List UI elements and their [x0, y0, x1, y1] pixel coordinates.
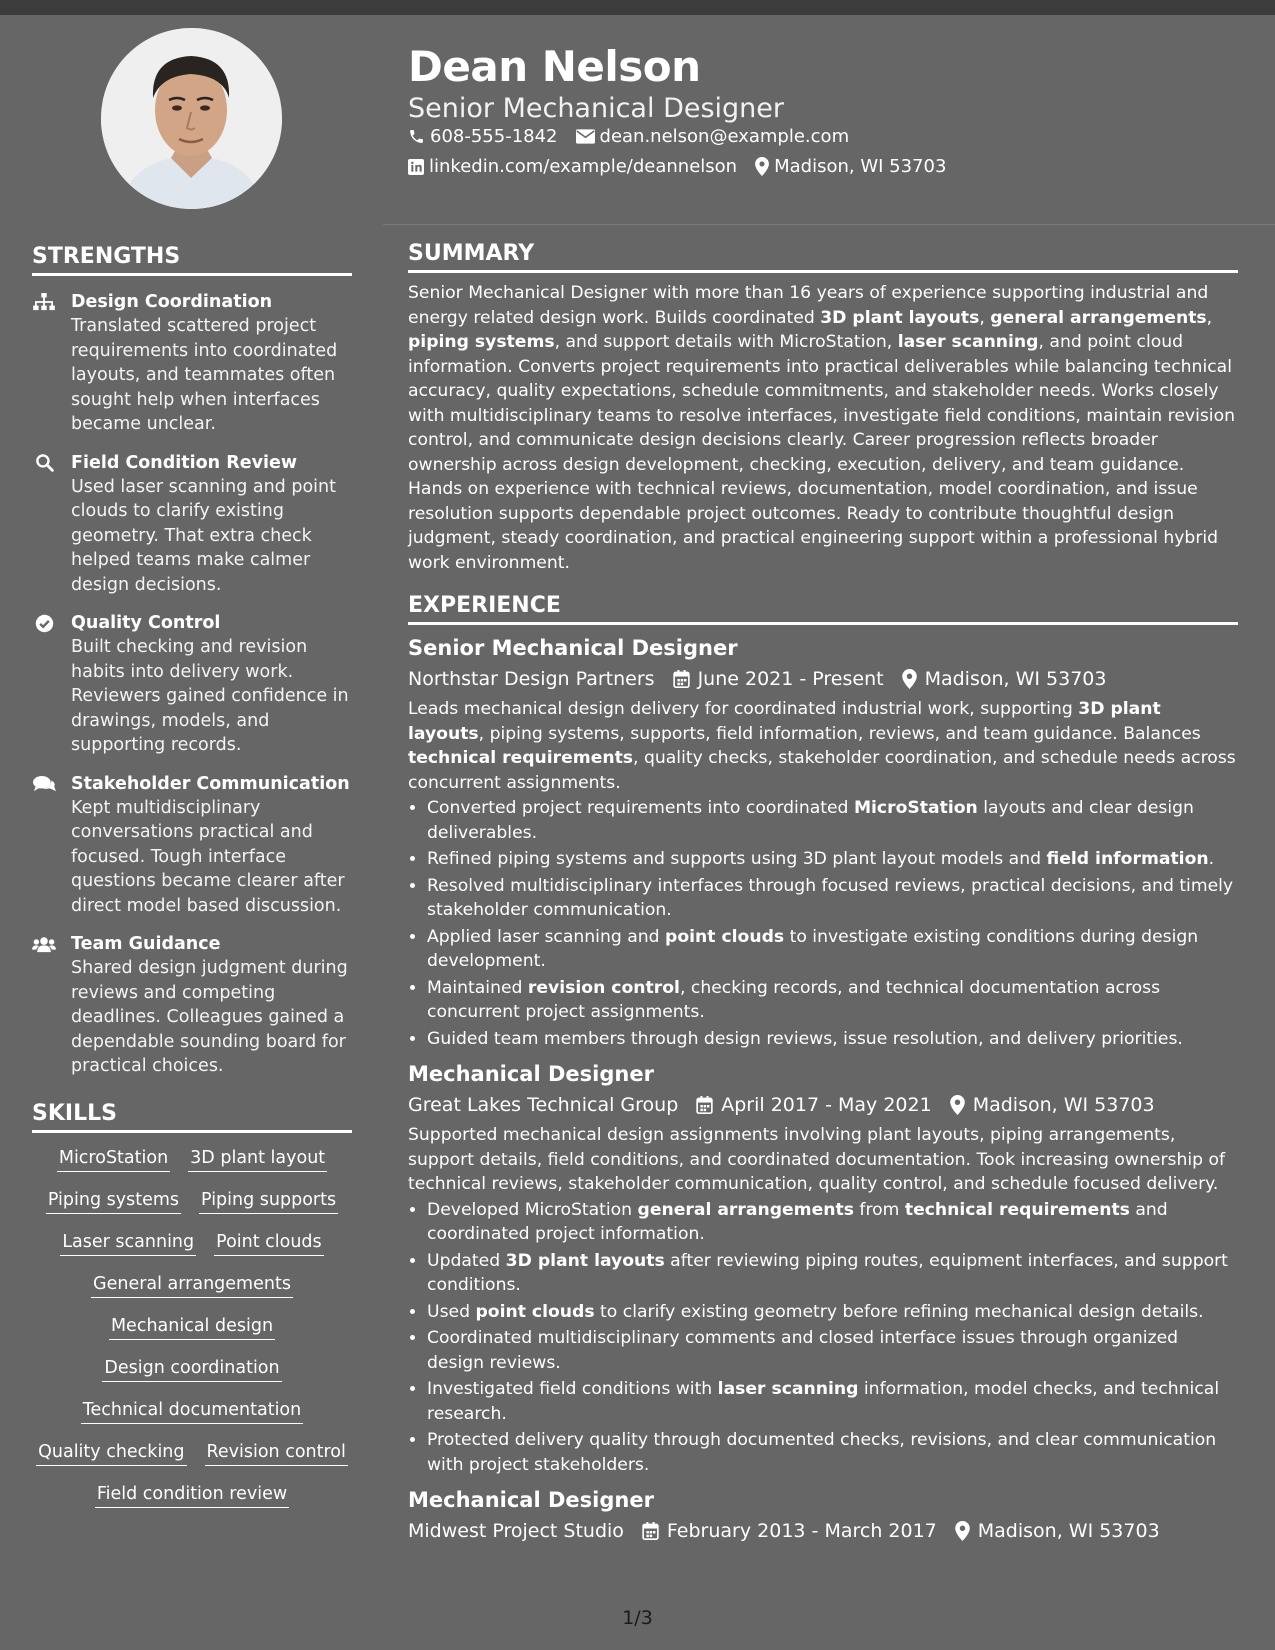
bold-keyword: piping systems — [408, 332, 555, 352]
job-title: Mechanical Designer — [408, 1488, 654, 1512]
users-icon — [32, 934, 56, 954]
job-location: Madison, WI 53703 — [972, 1094, 1155, 1116]
job-title: Mechanical Designer — [408, 1062, 654, 1086]
comments-icon — [32, 774, 56, 794]
job-bullet: • Investigated field conditions with laser scanning information, model checks, and technical research. — [427, 1377, 1238, 1426]
skill-tag: Laser scanning — [60, 1231, 196, 1256]
job-entry — [408, 1059, 1238, 1477]
bold-keyword: 3D plant layouts — [408, 699, 1161, 744]
strength-item — [32, 772, 352, 919]
strengths-heading: STRENGTHS — [32, 244, 352, 276]
bold-keyword: 3D plant layouts — [820, 307, 980, 328]
job-bullet: • Updated 3D plant layouts after reviewing piping routes, equipment interfaces, and support conditions. — [427, 1249, 1238, 1298]
job-entry — [408, 1485, 1238, 1547]
strength-desc: Shared design judgment during reviews and competing deadlines. Colleagues gained a dependable sounding board for practical choices. — [71, 958, 348, 1076]
map-marker-icon — [902, 669, 917, 689]
calendar-icon — [642, 1522, 659, 1540]
job-meta — [408, 663, 1238, 695]
map-marker-icon — [950, 1095, 965, 1115]
linkedin-icon — [408, 159, 424, 175]
skill-tag: Technical documentation — [81, 1399, 303, 1424]
location-contact — [755, 156, 946, 177]
job-bullet: • Converted project requirements into coordinated MicroStation layouts and clear design deliverables. — [427, 796, 1238, 845]
job-entry — [408, 633, 1238, 1051]
phone-icon — [408, 128, 425, 145]
envelope-icon — [576, 129, 595, 144]
map-marker-icon — [955, 1521, 970, 1541]
job-bullet: • Applied laser scanning and point clouds to investigate existing conditions during design development. — [427, 925, 1238, 974]
job-company: Midwest Project Studio — [408, 1520, 624, 1542]
linkedin-contact[interactable] — [408, 156, 737, 177]
job-dates: April 2017 - May 2021 — [721, 1094, 932, 1116]
bold-keyword: technical requirements — [904, 1199, 1130, 1220]
experience-heading: EXPERIENCE — [408, 593, 1238, 625]
job-bullets — [408, 796, 1238, 1051]
strength-desc: Built checking and revision habits into delivery work. Reviewers gained confidence in drawings, models, and supporting records. — [71, 637, 349, 755]
sitemap-icon — [32, 292, 56, 312]
job-bullet: • Protected delivery quality through documented checks, revisions, and clear communication with project stakeholders. — [427, 1428, 1238, 1477]
bold-keyword: 3D plant layouts — [505, 1250, 665, 1271]
bold-keyword: general arrangements — [990, 307, 1207, 328]
header-divider — [383, 224, 1275, 225]
resume-page — [0, 15, 1275, 1650]
strength-name: Quality Control — [71, 613, 221, 633]
strength-item — [32, 451, 352, 598]
strength-item — [32, 932, 352, 1079]
job-company: Great Lakes Technical Group — [408, 1094, 679, 1116]
job-dates: February 2013 - March 2017 — [666, 1520, 937, 1542]
email-text: dean.nelson@example.com — [599, 126, 850, 147]
skill-tag: Piping supports — [199, 1189, 338, 1214]
calendar-icon — [673, 670, 690, 688]
strength-name: Stakeholder Communication — [71, 773, 350, 794]
skill-tag: 3D plant layout — [188, 1147, 327, 1172]
contact-row-2 — [408, 156, 964, 177]
map-marker-icon — [755, 157, 769, 176]
job-bullet: • Coordinated multidisciplinary comments and closed interface issues through organized design reviews. — [427, 1326, 1238, 1375]
bold-keyword: revision control — [527, 977, 680, 998]
main-column — [408, 241, 1238, 1547]
bold-keyword: field information — [1046, 849, 1209, 869]
skill-tag: General arrangements — [91, 1273, 293, 1298]
profile-photo — [101, 28, 282, 209]
email-contact[interactable] — [576, 126, 850, 147]
experience-list — [408, 633, 1238, 1547]
page-indicator: 1/3 — [622, 1607, 653, 1629]
location-text: Madison, WI 53703 — [774, 156, 947, 177]
job-bullet: • Developed MicroStation general arrangements from technical requirements and coordinated project information. — [427, 1198, 1238, 1247]
check-circle-icon — [32, 613, 56, 633]
top-bar — [0, 0, 1275, 15]
job-meta — [408, 1515, 1238, 1547]
job-location: Madison, WI 53703 — [977, 1520, 1160, 1542]
bold-keyword: MicroStation — [853, 798, 978, 818]
skill-tag: Revision control — [205, 1441, 348, 1466]
job-bullet: • Used point clouds to clarify existing geometry before refining mechanical design details. — [427, 1300, 1238, 1325]
strength-name: Field Condition Review — [71, 452, 298, 473]
phone-text: 608-555-1842 — [430, 126, 558, 147]
skill-tag: Mechanical design — [109, 1315, 275, 1340]
skill-tag: Quality checking — [36, 1441, 186, 1466]
skills-heading: SKILLS — [32, 1101, 352, 1133]
summary-text: Senior Mechanical Designer with more than 16 years of experience supporting industrial and energy related design work. Builds coordinated 3D plant layouts, general arrangements, piping systems, and support details with MicroStation, laser scanning, and point cloud information. Converts project requirements into practical deliverables while balancing technical accuracy, quality expectations, schedule commitments, and stakeholder needs. Works closely with multidisciplinary teams to resolve interfaces, investigate field conditions, maintain revision control, and communicate design decisions clearly. Career progression reflects broader ownership across design development, checking, execution, delivery, and team guidance. Hands on experience with technical reviews, documentation, model coordination, and issue resolution supports dependable project outcomes. Ready to contribute thoughtful design judgment, steady coordination, and practical engineering support within a professional hybrid work environment. — [408, 283, 1235, 573]
skills-list — [32, 1147, 352, 1508]
skill-tag: Design coordination — [102, 1357, 281, 1382]
job-description: Supported mechanical design assignments involving plant layouts, piping arrangements, support details, field conditions, and coordinated documentation. Took increasing ownership of technical reviews, stakeholder communication, quality control, and schedule focused delivery. — [408, 1125, 1226, 1194]
bold-keyword: laser scanning — [897, 332, 1039, 352]
skill-tag: Piping systems — [46, 1189, 181, 1214]
bold-keyword: technical requirements — [408, 748, 634, 768]
bold-keyword: point clouds — [475, 1301, 595, 1322]
job-location: Madison, WI 53703 — [924, 668, 1107, 690]
strength-item — [32, 290, 352, 437]
job-dates: June 2021 - Present — [697, 668, 884, 690]
job-company: Northstar Design Partners — [408, 668, 655, 690]
skill-tag: MicroStation — [57, 1147, 170, 1172]
summary-heading: SUMMARY — [408, 241, 1238, 273]
phone-contact[interactable] — [408, 126, 558, 147]
job-bullets — [408, 1198, 1238, 1478]
contact-row-1 — [408, 126, 867, 147]
skill-tag: Point clouds — [214, 1231, 324, 1256]
skill-tag: Field condition review — [95, 1483, 289, 1508]
linkedin-text: linkedin.com/example/deannelson — [429, 156, 738, 177]
job-title: Senior Mechanical Designer — [408, 636, 738, 660]
strength-desc: Translated scattered project requirements into coordinated layouts, and teammates often sought help when interfaces became unclear. — [71, 316, 338, 434]
strength-desc: Kept multidisciplinary conversations practical and focused. Tough interface questions became clearer after direct model based discussion. — [71, 797, 345, 916]
job-bullet: • Maintained revision control, checking records, and technical documentation across concurrent project assignments. — [427, 976, 1238, 1025]
job-description: Leads mechanical design delivery for coordinated industrial work, supporting 3D plant layouts, piping systems, supports, field information, reviews, and team guidance. Balances technical requirements, quality checks, stakeholder coordination, and schedule needs across concurrent assignments. — [408, 699, 1236, 793]
strength-name: Team Guidance — [71, 934, 221, 954]
calendar-icon — [696, 1096, 713, 1114]
sidebar — [32, 244, 352, 1508]
job-bullet: • Resolved multidisciplinary interfaces through focused reviews, practical decisions, and timely stakeholder communication. — [427, 874, 1238, 923]
search-icon — [32, 453, 56, 473]
strength-item — [32, 611, 352, 758]
bold-keyword: laser scanning — [717, 1379, 859, 1399]
job-bullet: • Guided team members through design reviews, issue resolution, and delivery priorities. — [427, 1027, 1238, 1052]
candidate-name: Dean Nelson — [408, 42, 701, 91]
job-meta — [408, 1089, 1238, 1121]
strength-name: Design Coordination — [71, 292, 273, 312]
strength-desc: Used laser scanning and point clouds to clarify existing geometry. That extra check helped teams make calmer design decisions. — [71, 476, 336, 595]
bold-keyword: general arrangements — [637, 1199, 854, 1220]
candidate-title: Senior Mechanical Designer — [408, 93, 784, 124]
bold-keyword: point clouds — [665, 926, 785, 947]
job-bullet: • Refined piping systems and supports using 3D plant layout models and field information. — [427, 847, 1238, 872]
